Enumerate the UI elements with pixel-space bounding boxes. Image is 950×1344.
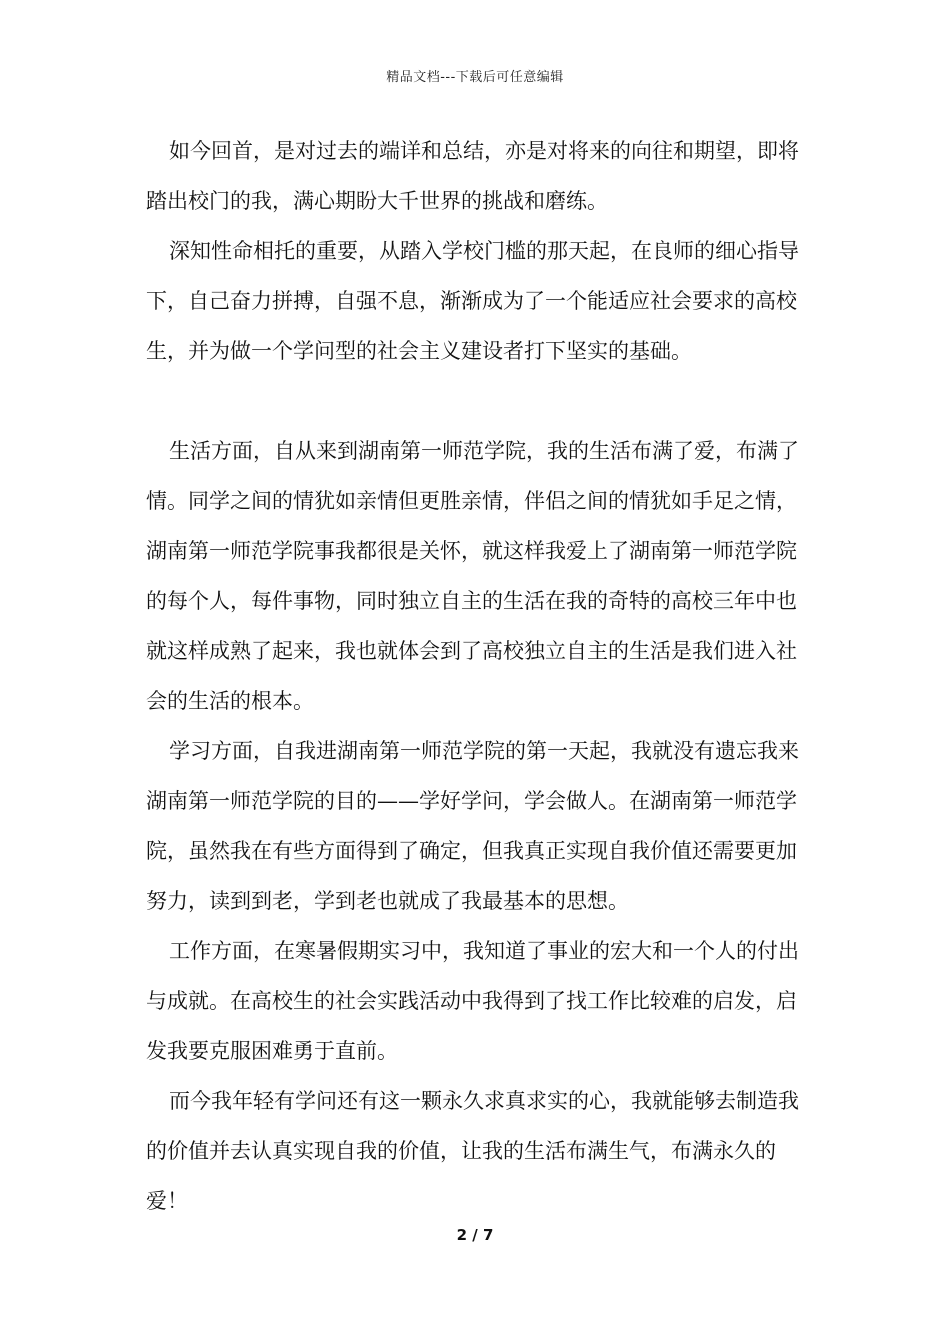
page-header: 精品文档---下载后可任意编辑 <box>386 70 564 85</box>
paragraph-spacer <box>146 376 816 426</box>
paragraph-reflection: 如今回首，是对过去的端详和总结，亦是对将来的向往和期望，即将踏出校门的我，满心期盼大千世界的挑战和磨练。 <box>146 139 799 213</box>
paragraph-work: 工作方面，在寒暑假期实习中，我知道了事业的宏大和一个人的付出与成就。在高校生的社会实践活动中我得到了找工作比较难的启发，启发我要克服困难勇于直前。 <box>146 939 799 1063</box>
paragraph-growth: 深知性命相托的重要，从踏入学校门槛的那天起，在良师的细心指导下，自己奋力拼搏，自强不息，渐渐成为了一个能适应社会要求的高校生，并为做一个学问型的社会主义建设者打下坚实的基础。 <box>146 239 799 363</box>
document-body <box>146 126 816 1226</box>
paragraph-conclusion: 而今我年轻有学问还有这一颗永久求真求实的心，我就能够去制造我的价值并去认真实现自我的价值，让我的生活布满生气，布满永久的爱！ <box>146 1089 799 1213</box>
paragraph-life: 生活方面，自从来到湖南第一师范学院，我的生活布满了爱，布满了情。同学之间的情犹如亲情但更胜亲情，伴侣之间的情犹如手足之情，湖南第一师范学院事我都很是关怀，就这样我爱上了湖南第一师范学院的每个人，每件事物，同时独立自主的生活在我的奇特的高校三年中也就这样成熟了起来，我也就体会到了高校独立自主的生活是我们进入社会的生活的根本。 <box>146 439 799 713</box>
paragraph-study: 学习方面，自我进湖南第一师范学院的第一天起，我就没有遗忘我来湖南第一师范学院的目的——学好学问，学会做人。在湖南第一师范学院，虽然我在有些方面得到了确定，但我真正实现自我价值还需要更加努力，读到到老，学到老也就成了我最基本的思想。 <box>146 739 799 913</box>
page-number: 2 / 7 <box>456 1226 494 1244</box>
